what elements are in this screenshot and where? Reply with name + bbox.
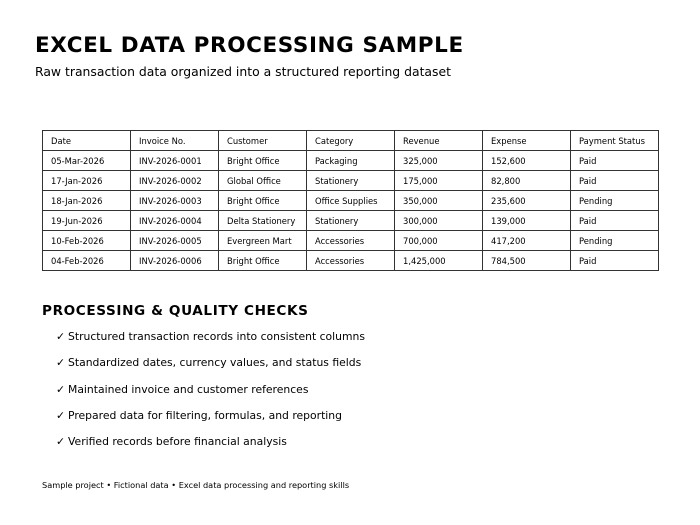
page-title: EXCEL DATA PROCESSING SAMPLE [35, 33, 464, 58]
column-header-invoice: Invoice No. [131, 131, 219, 151]
table-row [43, 191, 659, 211]
table-cell-category: Stationery [307, 211, 395, 231]
column-header-revenue: Revenue [395, 131, 483, 151]
checkmark-icon: ✓ [56, 408, 66, 422]
table-cell-expense: 417,200 [483, 231, 571, 251]
table-cell-customer: Global Office [219, 171, 307, 191]
table-cell-date: 05-Mar-2026 [43, 151, 131, 171]
checkmark-icon: ✓ [56, 435, 66, 449]
table-cell-revenue: 1,425,000 [395, 251, 483, 271]
table-cell-payment-status: Pending [571, 231, 659, 251]
list-item-text: Maintained invoice and customer references [68, 382, 309, 396]
table-cell-expense: 235,600 [483, 191, 571, 211]
column-header-expense: Expense [483, 131, 571, 151]
table-cell-payment-status: Paid [571, 151, 659, 171]
table-cell-date: 18-Jan-2026 [43, 191, 131, 211]
table-cell-category: Packaging [307, 151, 395, 171]
table-cell-revenue: 350,000 [395, 191, 483, 211]
table-cell-category: Stationery [307, 171, 395, 191]
table-header [43, 131, 659, 151]
checkmark-icon: ✓ [56, 382, 66, 396]
table-cell-customer: Delta Stationery [219, 211, 307, 231]
checks-section-title: PROCESSING & QUALITY CHECKS [42, 303, 309, 319]
column-header-category: Category [307, 131, 395, 151]
table-cell-expense: 139,000 [483, 211, 571, 231]
column-header-date: Date [43, 131, 131, 151]
checks-list [56, 324, 365, 455]
table-cell-revenue: 300,000 [395, 211, 483, 231]
checkmark-icon: ✓ [56, 330, 66, 343]
table-cell-date: 10-Feb-2026 [43, 231, 131, 251]
table-cell-payment-status: Paid [571, 211, 659, 231]
table-row [43, 151, 659, 171]
table-cell-payment-status: Pending [571, 191, 659, 211]
table-cell-expense: 82,800 [483, 171, 571, 191]
table-row [43, 251, 659, 271]
table-cell-date: 04-Feb-2026 [43, 251, 131, 271]
list-item-text: Prepared data for filtering, formulas, and reporting [68, 408, 343, 422]
table-cell-customer: Bright Office [219, 251, 307, 271]
table-cell-category: Office Supplies [307, 191, 395, 211]
table-cell-category: Accessories [307, 251, 395, 271]
table-row [43, 211, 659, 231]
table-row [43, 231, 659, 251]
table-cell-invoice: INV-2026-0003 [131, 191, 219, 211]
list-item-text: Verified records before financial analysis [68, 435, 287, 449]
table-header-row [43, 131, 659, 151]
table-cell-invoice: INV-2026-0002 [131, 171, 219, 191]
table-row [43, 171, 659, 191]
table-cell-customer: Bright Office [219, 151, 307, 171]
table-cell-invoice: INV-2026-0004 [131, 211, 219, 231]
table-cell-invoice: INV-2026-0006 [131, 251, 219, 271]
table-cell-revenue: 325,000 [395, 151, 483, 171]
table-cell-expense: 784,500 [483, 251, 571, 271]
footer-note: Sample project • Fictional data • Excel data processing and reporting skills [42, 480, 350, 490]
table-cell-date: 17-Jan-2026 [43, 171, 131, 191]
table-cell-expense: 152,600 [483, 151, 571, 171]
list-item-text: Standardized dates, currency values, and status fields [68, 356, 362, 370]
list-item [56, 429, 365, 455]
table-cell-payment-status: Paid [571, 171, 659, 191]
column-header-payment-status: Payment Status [571, 131, 659, 151]
page-subtitle: Raw transaction data organized into a structured reporting dataset [35, 64, 451, 79]
table-cell-invoice: INV-2026-0001 [131, 151, 219, 171]
table-cell-payment-status: Paid [571, 251, 659, 271]
list-item-text: Structured transaction records into consistent columns [68, 330, 365, 343]
list-item [56, 403, 365, 429]
list-item [56, 377, 365, 403]
list-item [56, 350, 365, 376]
table-body [43, 151, 659, 271]
table-cell-revenue: 175,000 [395, 171, 483, 191]
column-header-customer: Customer [219, 131, 307, 151]
table-cell-invoice: INV-2026-0005 [131, 231, 219, 251]
table-cell-revenue: 700,000 [395, 231, 483, 251]
table-cell-customer: Evergreen Mart [219, 231, 307, 251]
table-cell-customer: Bright Office [219, 191, 307, 211]
table-cell-date: 19-Jun-2026 [43, 211, 131, 231]
list-item [56, 324, 365, 350]
transactions-table [42, 130, 659, 271]
checkmark-icon: ✓ [56, 356, 66, 370]
table-cell-category: Accessories [307, 231, 395, 251]
